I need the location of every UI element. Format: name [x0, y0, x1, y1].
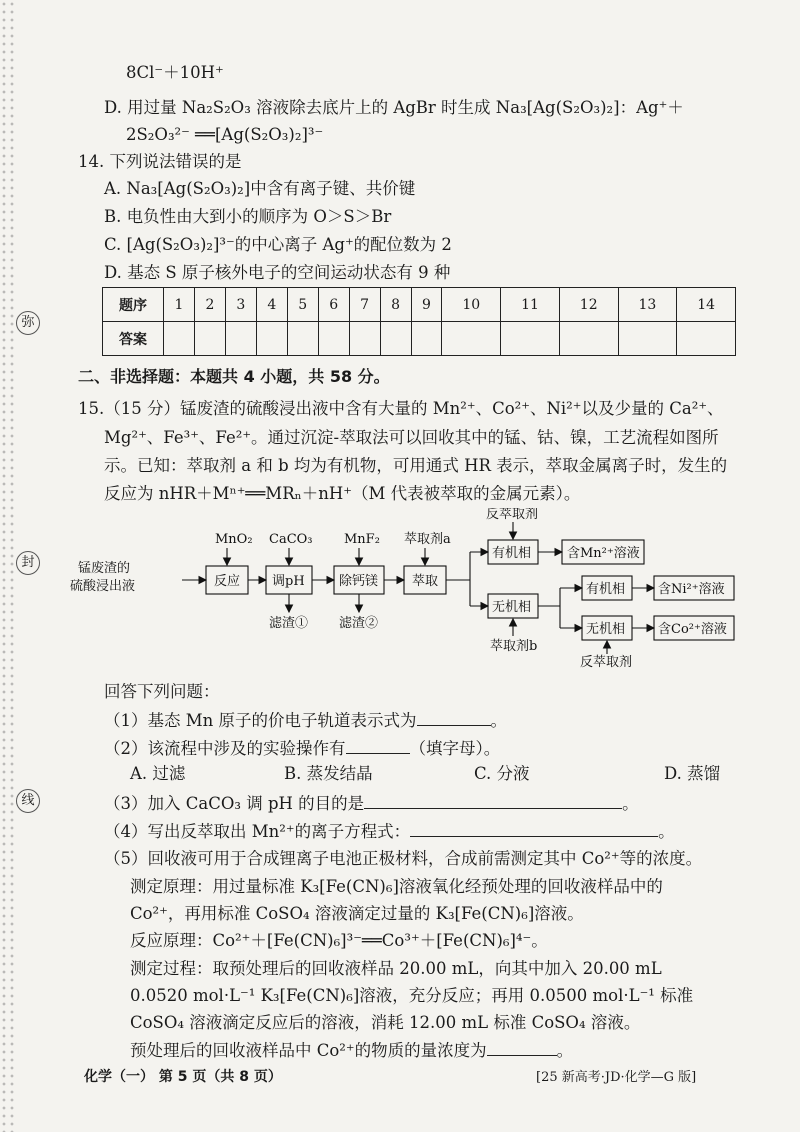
q15-option-c: C. 分液 — [474, 764, 530, 783]
answer-table-number: 11 — [501, 288, 560, 322]
flow-organic-phase-2: 有机相 — [586, 582, 626, 597]
q15-sub5-line3: Co²⁺，再用标准 CoSO₄ 溶液滴定过量的 K₃[Fe(CN)₆]溶液。 — [130, 904, 584, 923]
answer-table-number: 10 — [442, 288, 501, 322]
seal-char-feng: 封 — [16, 551, 40, 575]
q13-option-c-tail: 8Cl⁻＋10H⁺ — [126, 63, 224, 82]
q15-intro-line3: 示。已知：萃取剂 a 和 b 均为有机物，可用通式 HR 表示，萃取金属离子时，发生的 — [104, 456, 728, 475]
answer-table-number: 6 — [318, 288, 349, 322]
flow-organic-phase-1: 有机相 — [492, 546, 532, 561]
section2-title: 二、非选择题：本题共 4 小题，共 58 分。 — [78, 367, 390, 386]
answer-cell[interactable] — [194, 322, 225, 356]
q15-sub5-line5: 测定过程：取预处理后的回收液样品 20.00 mL，向其中加入 20.00 mL — [130, 959, 662, 978]
flow-residue-2: 滤渣② — [339, 616, 379, 631]
flow-reagent-caco3: CaCO₃ — [269, 532, 313, 547]
answer-table-number: 12 — [559, 288, 618, 322]
answer-table-row1-label: 题序 — [103, 288, 164, 322]
q15-intro-line4: 反应为 nHR＋Mⁿ⁺══MRₙ＋nH⁺（M 代表被萃取的金属元素）。 — [104, 484, 581, 503]
q15-sub2-text: （2）该流程中涉及的实验操作有 — [104, 739, 346, 758]
q15-sub1: （1）基态 Mn 原子的价电子轨道表示式为 。 — [104, 711, 508, 730]
answer-cell[interactable] — [287, 322, 318, 356]
flow-inorganic-phase-1: 无机相 — [492, 600, 532, 615]
process-flow-diagram — [70, 508, 750, 668]
q15-sub5-line8-text: 预处理后的回收液样品中 Co²⁺的物质的量浓度为 — [130, 1041, 487, 1060]
q15-sub1-text: （1）基态 Mn 原子的价电子轨道表示式为 — [104, 711, 417, 730]
answer-table-header-row — [103, 288, 736, 322]
flow-back-extractant-top: 反萃取剂 — [486, 508, 539, 522]
answer-table-number: 9 — [411, 288, 442, 322]
q13-option-d-line1: D. 用过量 Na₂S₂O₃ 溶液除去底片上的 AgBr 时生成 Na₃[Ag(S₂O₃)₂]：Ag⁺＋ — [104, 98, 684, 117]
answer-table-row2-label: 答案 — [103, 322, 164, 356]
answer-cell[interactable] — [318, 322, 349, 356]
flow-reagent-mnf2: MnF₂ — [344, 532, 380, 547]
answer-blank-5[interactable] — [487, 1039, 557, 1056]
answer-table-answer-row — [103, 322, 736, 356]
answer-blank-3[interactable] — [364, 792, 622, 809]
q15-sub2-hint: （填字母）。 — [409, 739, 501, 758]
footer-page-info: 化学（一） 第 5 页（共 8 页） — [84, 1069, 282, 1085]
answer-table-number: 2 — [194, 288, 225, 322]
flow-step-remove-ca-mg: 除钙镁 — [339, 574, 379, 589]
answer-cell[interactable] — [618, 322, 677, 356]
seal-char-xian: 线 — [16, 789, 40, 813]
seal-char-mi: 弥 — [16, 311, 40, 335]
flow-back-extractant-bottom: 反萃取剂 — [580, 655, 633, 668]
binding-margin — [0, 0, 16, 1132]
answer-cell[interactable] — [349, 322, 380, 356]
answer-table-number: 5 — [287, 288, 318, 322]
q14-option-d: D. 基态 S 原子核外电子的空间运动状态有 9 种 — [104, 263, 451, 282]
answer-table-number: 8 — [380, 288, 411, 322]
answer-cell[interactable] — [164, 322, 195, 356]
answer-blank-4[interactable] — [410, 820, 658, 837]
answer-table-number: 14 — [677, 288, 736, 322]
q15-intro-line2: Mg²⁺、Fe³⁺、Fe²⁺。通过沉淀-萃取法可以回收其中的锰、钴、镍，工艺流程如图所 — [104, 428, 719, 447]
q15-sub2 — [104, 737, 500, 760]
answer-blank-1[interactable] — [417, 709, 491, 726]
footer-edition: [25 新高考·JD·化学—G 版] — [536, 1070, 697, 1085]
q15-sub5-line8: 预处理后的回收液样品中 Co²⁺的物质的量浓度为 。 — [130, 1041, 574, 1060]
q15-option-d: D. 蒸馏 — [664, 764, 721, 783]
q15-sub5-line7: CoSO₄ 溶液滴定反应后的溶液，消耗 12.00 mL 标准 CoSO₄ 溶液。 — [130, 1013, 641, 1032]
q13-option-d-line2: 2S₂O₃²⁻ ══[Ag(S₂O₃)₂]³⁻ — [126, 125, 324, 144]
answer-table-number: 3 — [225, 288, 256, 322]
flow-extractant-b: 萃取剂b — [490, 639, 538, 654]
q14-stem: 14. 下列说法错误的是 — [78, 152, 242, 171]
q15-intro-line1: 15.（15 分）锰废渣的硫酸浸出液中含有大量的 Mn²⁺、Co²⁺、Ni²⁺以及少量的 Ca²⁺、 — [78, 399, 724, 418]
flow-step-reaction: 反应 — [214, 574, 241, 589]
answer-table-number: 13 — [618, 288, 677, 322]
flow-step-adjust-ph: 调pH — [272, 574, 305, 589]
flow-product-mn: 含Mn²⁺溶液 — [567, 546, 640, 561]
q15-sub4-text: （4）写出反萃取出 Mn²⁺的离子方程式： — [104, 822, 411, 841]
flow-reagent-mno2: MnO₂ — [215, 532, 253, 547]
flow-product-co: 含Co²⁺溶液 — [658, 622, 727, 637]
answer-cell[interactable] — [411, 322, 442, 356]
q15-sub4: （4）写出反萃取出 Mn²⁺的离子方程式： 。 — [104, 822, 675, 841]
answer-table-number: 7 — [349, 288, 380, 322]
flow-inorganic-phase-2: 无机相 — [586, 622, 626, 637]
q14-option-a: A. Na₃[Ag(S₂O₃)₂]中含有离子键、共价键 — [104, 179, 416, 198]
q14-option-c: C. [Ag(S₂O₃)₂]³⁻的中心离子 Ag⁺的配位数为 2 — [104, 235, 452, 254]
answer-cell[interactable] — [442, 322, 501, 356]
answer-table-number: 4 — [256, 288, 287, 322]
q15-sub3: （3）加入 CaCO₃ 调 pH 的目的是 。 — [104, 794, 639, 813]
q15-sub5-line4: 反应原理：Co²⁺＋[Fe(CN)₆]³⁻══Co³⁺＋[Fe(CN)₆]⁴⁻。 — [130, 931, 548, 950]
answer-table-number: 1 — [164, 288, 195, 322]
flow-step-extraction: 萃取 — [412, 574, 439, 589]
answer-table — [102, 287, 736, 356]
answer-cell[interactable] — [256, 322, 287, 356]
q15-option-a: A. 过滤 — [130, 764, 186, 783]
flow-product-ni: 含Ni²⁺溶液 — [658, 582, 725, 597]
answer-cell[interactable] — [501, 322, 560, 356]
q15-sub5-line1: （5）回收液可用于合成锂离子电池正极材料，合成前需测定其中 Co²⁺等的浓度。 — [104, 849, 703, 868]
q15-option-b: B. 蒸发结晶 — [284, 764, 373, 783]
answer-cell[interactable] — [380, 322, 411, 356]
flow-extractant-a: 萃取剂a — [404, 532, 451, 547]
answer-cell[interactable] — [225, 322, 256, 356]
q15-answer-prompt: 回答下列问题： — [104, 682, 220, 701]
flow-start-label-2: 硫酸浸出液 — [70, 579, 136, 594]
flow-start-label-1: 锰废渣的 — [78, 561, 131, 576]
q15-sub5-line6: 0.0520 mol·L⁻¹ K₃[Fe(CN)₆]溶液，充分反应；再用 0.0500 mol·L⁻¹ 标准 — [130, 986, 694, 1005]
q14-option-b: B. 电负性由大到小的顺序为 O＞S＞Br — [104, 207, 392, 226]
flow-residue-1: 滤渣① — [269, 616, 309, 631]
q15-sub3-text: （3）加入 CaCO₃ 调 pH 的目的是 — [104, 794, 365, 813]
answer-cell[interactable] — [677, 322, 736, 356]
answer-cell[interactable] — [559, 322, 618, 356]
q15-sub5-line2: 测定原理：用过量标准 K₃[Fe(CN)₆]溶液氧化经预处理的回收液样品中的 — [130, 877, 663, 896]
answer-blank-2[interactable] — [346, 737, 410, 754]
